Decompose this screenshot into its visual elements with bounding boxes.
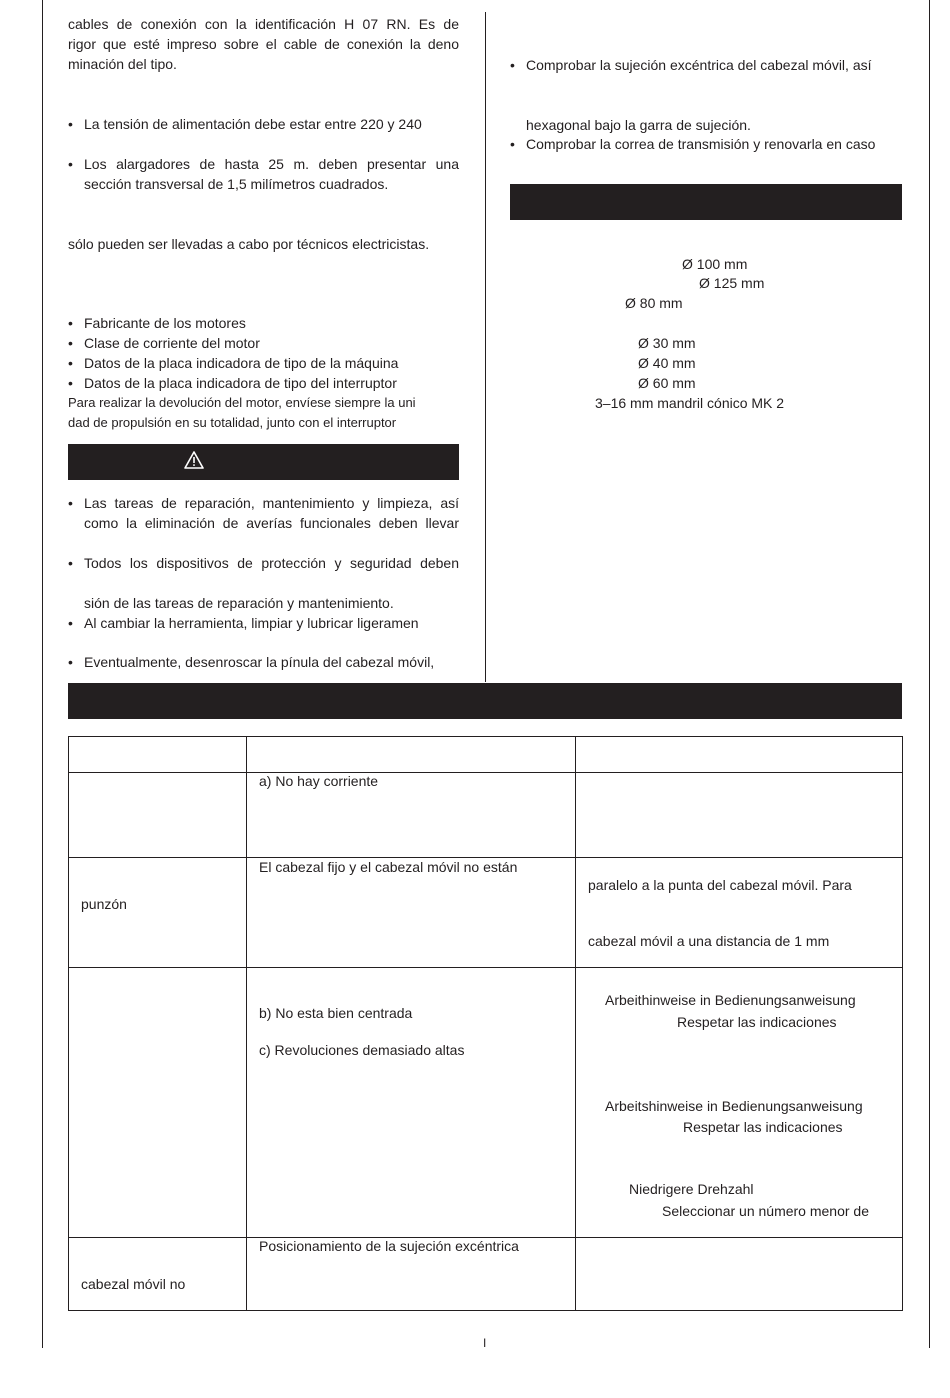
technical-data-header-bar: [510, 184, 902, 220]
header-cell: [247, 737, 576, 773]
bullet-eccentric: • Comprobar la sujeción excéntrica del cabezal móvil, así: [526, 55, 872, 75]
cause-cell: [247, 968, 576, 1238]
bullet-extension-line-1: • Los alargadores de hasta 25 m. deben presentar una: [84, 154, 459, 174]
warning-triangle-icon: [184, 451, 204, 469]
motor-list-item: • Clase de corriente del motor: [84, 333, 260, 353]
cause-text: c) Revoluciones demasiado altas: [259, 1042, 465, 1058]
header-cell: [576, 737, 903, 773]
bullet-belt: • Comprobar la correa de transmisión y renovarla en caso: [526, 134, 875, 154]
spec-value: Ø 30 mm: [638, 335, 696, 351]
fault-cell: [69, 858, 247, 968]
remedy-text: cabezal móvil a una distancia de 1 mm: [588, 933, 830, 949]
left-page-margin-rule: [42, 0, 43, 1348]
maintenance-bullet-1-line-2: como la eliminación de averías funcionales deben llevar: [84, 515, 459, 531]
fault-cell: [69, 968, 247, 1238]
remedy-cell: [576, 1238, 903, 1311]
table-row: [69, 773, 903, 858]
cause-cell: [247, 1238, 576, 1311]
remedy-german: Arbeitshinweise in Bedienungsanweisung: [605, 1098, 863, 1114]
column-divider: [485, 12, 486, 682]
return-note-line-1: Para realizar la devolución del motor, envíese siempre la uni: [68, 395, 416, 410]
fault-text: cabezal móvil no: [81, 1276, 186, 1292]
fault-table: [68, 736, 903, 1311]
cause-text: Posicionamiento de la sujeción excéntrica: [259, 1238, 519, 1254]
table-row: [69, 968, 903, 1238]
intro-line-1: cables de conexión con la identificación H 07 RN. Es de: [68, 16, 459, 32]
cause-cell: [247, 773, 576, 858]
motor-list-item: • Fabricante de los motores: [84, 313, 246, 333]
cause-text: El cabezal fijo y el cabezal móvil no están: [259, 859, 518, 875]
fault-cell: [69, 773, 247, 858]
spec-value: Ø 40 mm: [638, 355, 696, 371]
intro-line-3: minación del tipo.: [68, 56, 177, 72]
spec-value: 3–16 mm mandril cónico MK 2: [595, 395, 785, 411]
maintenance-bullet-4: • Eventualmente, desenroscar la pínula del cabezal móvil,: [84, 652, 434, 672]
spec-value: Ø 100 mm: [682, 256, 748, 272]
warning-header-bar: [68, 444, 459, 480]
electricians-note: sólo pueden ser llevadas a cabo por técnicos electricistas.: [68, 236, 430, 252]
maintenance-bullet-1-line-1: • Las tareas de reparación, mantenimiento y limpieza, así: [84, 493, 459, 513]
intro-line-2: rigor que esté impreso sobre el cable de conexión la deno: [68, 36, 459, 52]
spec-value: Ø 80 mm: [625, 295, 683, 311]
header-cell: [69, 737, 247, 773]
maintenance-bullet-2: • Todos los dispositivos de protección y seguridad deben: [84, 553, 459, 573]
bullet-voltage: • La tensión de alimentación debe estar entre 220 y 240: [84, 114, 422, 134]
hexagonal-line: hexagonal bajo la garra de sujeción.: [526, 117, 751, 133]
fault-text: punzón: [81, 896, 127, 912]
remedy-spanish: Respetar las indicaciones: [683, 1119, 843, 1135]
fault-section-header-bar: [68, 683, 902, 719]
table-row: [69, 1238, 903, 1311]
motor-list-item: • Datos de la placa indicadora de tipo de la máquina: [84, 353, 398, 373]
remedy-spanish: Seleccionar un número menor de: [662, 1203, 870, 1219]
remedy-german: Arbeithinweise in Bedienungsanweisung: [605, 992, 856, 1008]
maintenance-continuation: sión de las tareas de reparación y mantenimiento.: [84, 595, 394, 611]
remedy-text: paralelo a la punta del cabezal móvil. Para: [588, 877, 852, 893]
return-note-line-2: dad de propulsión en su totalidad, junto con el interruptor: [68, 415, 397, 430]
spec-value: Ø 125 mm: [699, 275, 765, 291]
page-number: I: [483, 1336, 487, 1350]
remedy-cell: [576, 968, 903, 1238]
cause-text: a) No hay corriente: [259, 773, 379, 789]
right-page-margin-rule: [929, 0, 930, 1348]
table-header-row: [69, 737, 903, 773]
motor-list-item: • Datos de la placa indicadora de tipo del interruptor: [84, 373, 397, 393]
spec-value: Ø 60 mm: [638, 375, 696, 391]
remedy-cell: [576, 773, 903, 858]
remedy-cell: [576, 858, 903, 968]
remedy-german: Niedrigere Drehzahl: [629, 1181, 754, 1197]
cause-cell: [247, 858, 576, 968]
table-row: [69, 858, 903, 968]
remedy-spanish: Respetar las indicaciones: [677, 1014, 837, 1030]
maintenance-bullet-3: • Al cambiar la herramienta, limpiar y lubricar ligeramen: [84, 613, 419, 633]
bullet-extension-line-2: sección transversal de 1,5 milímetros cuadrados.: [84, 176, 389, 192]
fault-cell: [69, 1238, 247, 1311]
cause-text: b) No esta bien centrada: [259, 1005, 413, 1021]
